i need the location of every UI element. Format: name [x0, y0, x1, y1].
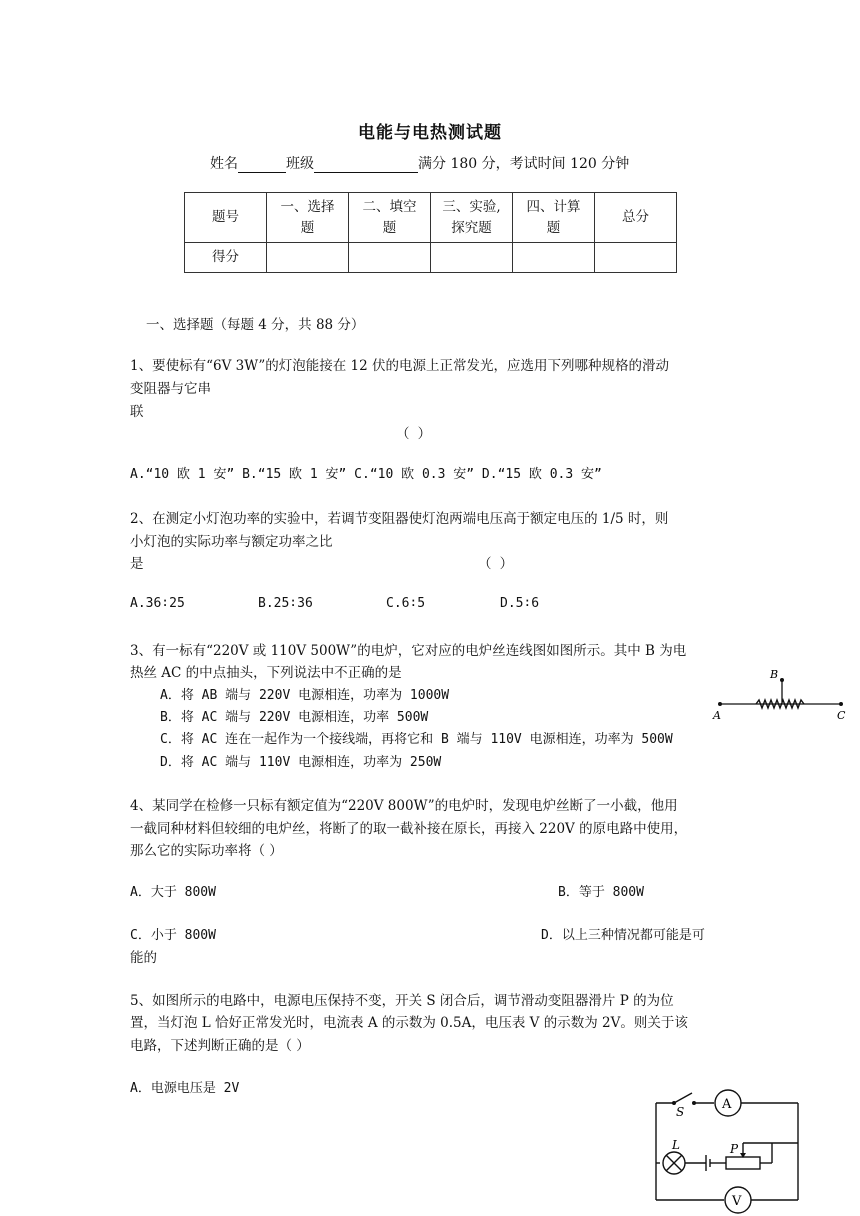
label-p: P: [730, 1142, 739, 1156]
student-info-line: [210, 153, 629, 173]
score-table-score-row: [185, 243, 677, 273]
q2-option-b: B.25∶36: [258, 596, 313, 611]
label-c: C: [837, 709, 846, 722]
label-b: B: [770, 668, 779, 681]
label-l: L: [672, 1138, 680, 1152]
q4-option-d: D．以上三种情况都可能是可: [541, 928, 705, 943]
q2-answer-paren: （ ）: [478, 556, 514, 572]
q2-option-a: A.36∶25: [130, 596, 185, 611]
class-blank: [314, 158, 418, 173]
q3-option-d: D．将 AC 端与 110V 电源相连，功率为 250W: [160, 755, 442, 770]
header-cell-choice: 一、选择 题: [267, 193, 349, 243]
score-cell[interactable]: [431, 243, 513, 273]
q3-text-line2: 热丝 AC 的中点抽头，下列说法中不正确的是: [130, 665, 402, 681]
name-blank: [238, 158, 286, 173]
name-label: 姓名: [210, 156, 238, 172]
q1-text-line3: 联: [130, 404, 144, 420]
q3-text-line1: 3、有一标有“220V 或 110V 500W”的电炉，它对应的电炉丝连线图如图所示。其中 B 为电: [130, 643, 687, 659]
score-row-label: 得分: [185, 243, 267, 273]
q3-option-c: C．将 AC 连在一起作为一个接线端，再将它和 B 端与 110V 电源相连，功率为 500W: [160, 732, 673, 747]
header-cell-total: 总分: [595, 193, 677, 243]
q2-option-c: C.6∶5: [386, 596, 426, 611]
q2-text-line2: 小灯泡的实际功率与额定功率之比: [130, 534, 333, 550]
header-cell-experiment: 三、实验, 探究题: [431, 193, 513, 243]
q4-option-a: A．大于 800W: [130, 885, 216, 900]
q4-option-c: C．小于 800W: [130, 928, 216, 943]
q3-option-a: A．将 AB 端与 220V 电源相连，功率为 1000W: [160, 688, 450, 703]
q5-option-a: A．电源电压是 2V: [130, 1081, 240, 1096]
score-cell[interactable]: [513, 243, 595, 273]
q5-text-line3: 电路，下述判断正确的是（ ）: [130, 1038, 310, 1054]
q1-options: A.“10 欧 1 安” B.“15 欧 1 安” C.“10 欧 0.3 安” D.“15 欧 0.3 安”: [130, 467, 602, 482]
q2-text-line3: 是: [130, 556, 144, 572]
ammeter-a: A: [722, 1097, 732, 1112]
q4-text-line1: 4、某同学在检修一只标有额定值为“220V 800W”的电炉时，发现电炉丝断了一小截，他用: [130, 798, 678, 814]
header-cell-number: 题号: [185, 193, 267, 243]
score-cell[interactable]: [595, 243, 677, 273]
q5-text-line1: 5、如图所示的电路中，电源电压保持不变，开关 S 闭合后，调节滑动变阻器滑片 P 的为位: [130, 993, 674, 1009]
section-heading: 一、选择题（每题 4 分，共 88 分）: [146, 317, 365, 333]
score-table: [184, 192, 677, 273]
q4-text-line3: 那么它的实际功率将（ ）: [130, 843, 283, 859]
q2-option-d: D.5∶6: [500, 596, 540, 611]
score-table-header-row: [185, 193, 677, 243]
q1-text-line2: 变阻器与它串: [130, 381, 211, 397]
label-a: A: [713, 709, 721, 722]
voltmeter-v: V: [732, 1194, 742, 1209]
q5-text-line2: 置，当灯泡 L 恰好正常发光时，电流表 A 的示数为 0.5A，电压表 V 的示数为 2V。则关于该: [130, 1015, 688, 1031]
q4-option-d-continued: 能的: [130, 950, 157, 966]
q2-text-line1: 2、在测定小灯泡功率的实验中，若调节变阻器使灯泡两端电压高于额定电压的 1/5 时，则: [130, 511, 669, 527]
q1-text-line1: 1、要使标有“6V 3W”的灯泡能接在 12 伏的电源上正常发光，应选用下列哪种规格的滑动: [130, 358, 669, 374]
exam-info: 满分 180 分，考试时间 120 分钟: [418, 156, 630, 172]
q4-text-line2: 一截同种材料但较细的电炉丝，将断了的取一截补接在原长，再接入 220V 的原电路中使用，: [130, 821, 688, 837]
class-label: 班级: [286, 156, 314, 172]
heating-wire-diagram: [708, 666, 853, 724]
label-s: S: [676, 1105, 685, 1119]
score-cell[interactable]: [267, 243, 349, 273]
page-title: 电能与电热测试题: [358, 123, 502, 143]
score-cell[interactable]: [349, 243, 431, 273]
header-cell-fill: 二、填空 题: [349, 193, 431, 243]
header-cell-calculation: 四、计算 题: [513, 193, 595, 243]
q3-option-b: B．将 AC 端与 220V 电源相连，功率 500W: [160, 710, 429, 725]
q4-option-b: B．等于 800W: [558, 885, 644, 900]
q1-answer-paren: （ ）: [396, 426, 432, 442]
circuit-diagram: [650, 1085, 810, 1216]
